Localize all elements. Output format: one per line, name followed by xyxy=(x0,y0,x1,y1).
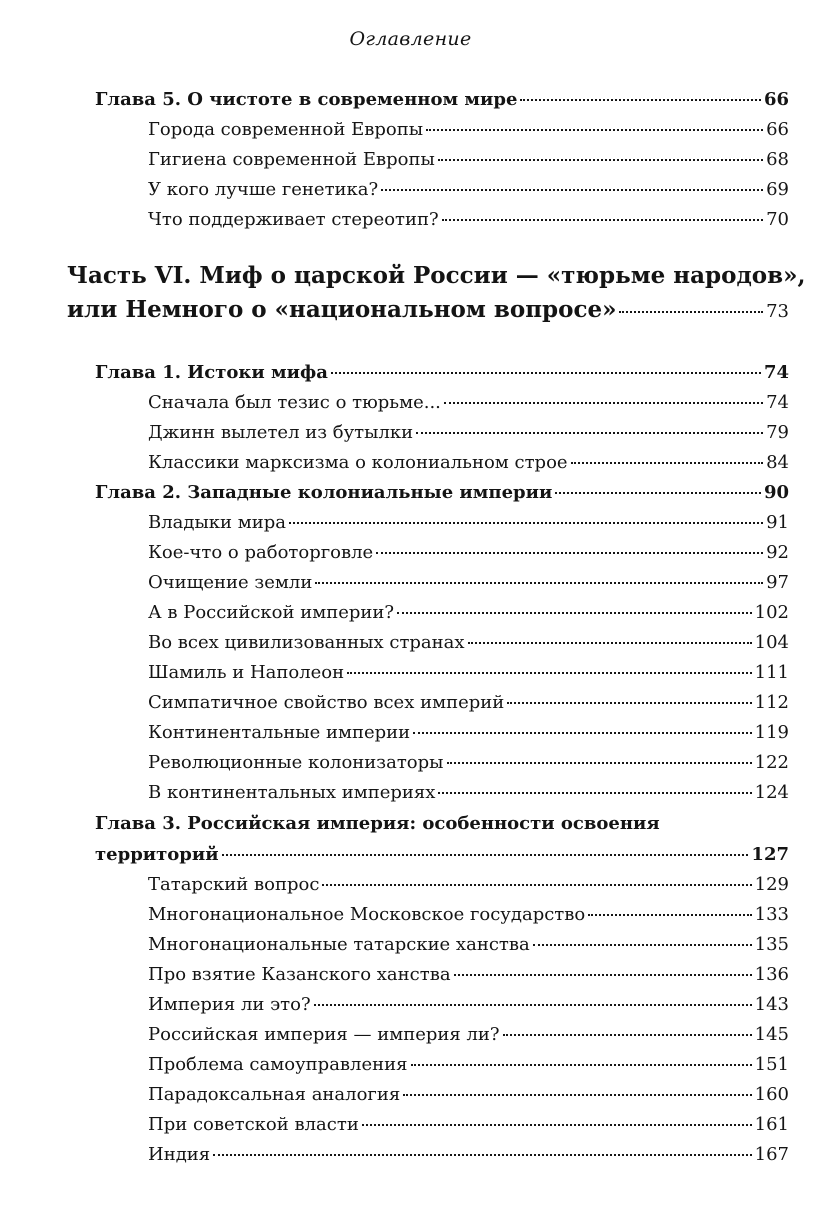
toc-chapter-5[interactable] xyxy=(95,89,789,110)
dot-leader xyxy=(376,552,763,554)
dot-leader xyxy=(438,792,751,794)
dot-leader xyxy=(213,1154,752,1156)
toc-title: А в Российской империи? xyxy=(148,602,395,623)
toc-title: Шамиль и Наполеон xyxy=(148,662,345,683)
toc-title: Российская империя — империя ли? xyxy=(148,1024,500,1045)
toc-chapter-2[interactable] xyxy=(95,482,789,503)
toc-section[interactable] xyxy=(148,692,789,713)
toc-page: 68 xyxy=(766,149,789,170)
toc-page: 133 xyxy=(754,904,789,925)
toc-title: Революционные колонизаторы xyxy=(148,752,444,773)
toc-title: Сначала был тезис о тюрьме... xyxy=(148,392,441,413)
dot-leader xyxy=(222,854,749,856)
toc-section[interactable] xyxy=(148,904,789,925)
toc-page: 119 xyxy=(754,722,789,743)
dot-leader xyxy=(507,702,751,704)
toc-title: Во всех цивилизованных странах xyxy=(148,632,465,653)
toc-section[interactable] xyxy=(148,722,789,743)
toc-title: Симпатичное свойство всех империй xyxy=(148,692,505,713)
toc-page: 90 xyxy=(763,482,789,503)
toc-title: Глава 2. Западные колониальные империи xyxy=(95,482,553,503)
dot-leader xyxy=(347,672,752,674)
toc-page: 97 xyxy=(766,572,789,593)
toc-page: 69 xyxy=(766,179,789,200)
dot-leader xyxy=(503,1034,752,1036)
dot-leader xyxy=(447,762,752,764)
toc-part-title-line1[interactable]: Часть VI. Миф о царской России — «тюрьме народов», xyxy=(67,262,806,289)
toc-section[interactable] xyxy=(148,874,789,895)
toc-page: 74 xyxy=(763,362,789,383)
toc-title: Индия xyxy=(148,1144,211,1165)
toc-page: 91 xyxy=(766,512,789,533)
toc-title: Гигиена современной Европы xyxy=(148,149,435,170)
toc-title: Континентальные империи xyxy=(148,722,411,743)
toc-section[interactable] xyxy=(148,752,789,773)
dot-leader xyxy=(322,884,751,886)
toc-page: 112 xyxy=(754,692,789,713)
toc-title: территорий xyxy=(95,844,219,865)
dot-leader xyxy=(426,129,763,131)
dot-leader xyxy=(314,1004,752,1006)
toc-section[interactable] xyxy=(148,1144,789,1165)
toc-section[interactable] xyxy=(148,994,789,1015)
dot-leader xyxy=(588,914,751,916)
toc-page: 145 xyxy=(754,1024,789,1045)
dot-leader xyxy=(381,189,763,191)
toc-section[interactable] xyxy=(148,782,789,803)
toc-section[interactable] xyxy=(148,542,789,563)
dot-leader xyxy=(533,944,752,946)
toc-title: Татарский вопрос xyxy=(148,874,320,895)
toc-page: 104 xyxy=(754,632,789,653)
toc-page: 79 xyxy=(766,422,789,443)
dot-leader xyxy=(411,1064,752,1066)
toc-title: Классики марксизма о колониальном строе xyxy=(148,452,568,473)
toc-page: 136 xyxy=(754,964,789,985)
toc-section[interactable] xyxy=(148,662,789,683)
toc-page: 66 xyxy=(766,119,789,140)
toc-title: Кое-что о работорговле xyxy=(148,542,374,563)
toc-title: или Немного о «национальном вопросе» xyxy=(67,296,617,323)
toc-title: В континентальных империях xyxy=(148,782,436,803)
toc-page: 167 xyxy=(754,1144,789,1165)
toc-title: Очищение земли xyxy=(148,572,313,593)
dot-leader xyxy=(555,492,761,494)
dot-leader xyxy=(468,642,752,644)
dot-leader xyxy=(571,462,764,464)
dot-leader xyxy=(520,99,761,101)
toc-section[interactable] xyxy=(148,934,789,955)
dot-leader xyxy=(413,732,751,734)
dot-leader xyxy=(416,432,763,434)
toc-page: 84 xyxy=(766,452,789,473)
toc-section[interactable] xyxy=(148,964,789,985)
toc-chapter-3-title-line1[interactable]: Глава 3. Российская империя: особенности освоения xyxy=(95,813,660,834)
toc-title: Многонациональные татарские ханства xyxy=(148,934,530,955)
toc-section[interactable] xyxy=(148,602,789,623)
toc-section[interactable] xyxy=(148,119,789,140)
toc-chapter-1[interactable] xyxy=(95,362,789,383)
toc-chapter-3[interactable] xyxy=(95,844,789,865)
toc-page: 92 xyxy=(766,542,789,563)
dot-leader xyxy=(397,612,752,614)
toc-title: При советской власти xyxy=(148,1114,359,1135)
toc-title: Владыки мира xyxy=(148,512,287,533)
toc-section[interactable] xyxy=(148,512,789,533)
toc-page: 160 xyxy=(754,1084,789,1105)
toc-page: 143 xyxy=(754,994,789,1015)
dot-leader xyxy=(403,1094,751,1096)
toc-page: 74 xyxy=(766,392,789,413)
toc-section[interactable] xyxy=(148,422,789,443)
toc-section[interactable] xyxy=(148,452,789,473)
dot-leader xyxy=(315,582,763,584)
toc-page: 129 xyxy=(754,874,789,895)
toc-page: 111 xyxy=(754,662,789,683)
dot-leader xyxy=(444,402,763,404)
dot-leader xyxy=(619,311,763,313)
toc-page: 102 xyxy=(754,602,789,623)
dot-leader xyxy=(438,159,763,161)
toc-title: Что поддерживает стереотип? xyxy=(148,209,439,230)
toc-page: 66 xyxy=(763,89,789,110)
toc-section[interactable] xyxy=(148,149,789,170)
toc-title: Проблема самоуправления xyxy=(148,1054,408,1075)
toc-title: Глава 5. О чистоте в современном мире xyxy=(95,89,518,110)
toc-title: Империя ли это? xyxy=(148,994,311,1015)
toc-title: Города современной Европы xyxy=(148,119,424,140)
toc-section[interactable] xyxy=(148,179,789,200)
toc-section[interactable] xyxy=(148,392,789,413)
toc-title: У кого лучше генетика? xyxy=(148,179,379,200)
toc-page: 135 xyxy=(754,934,789,955)
toc-page: 127 xyxy=(751,844,789,865)
dot-leader xyxy=(362,1124,752,1126)
toc-section[interactable] xyxy=(148,1024,789,1045)
toc-title: Джинн вылетел из бутылки xyxy=(148,422,414,443)
toc-title: Глава 1. Истоки мифа xyxy=(95,362,328,383)
dot-leader xyxy=(454,974,752,976)
toc-page: 124 xyxy=(754,782,789,803)
toc-section[interactable] xyxy=(148,572,789,593)
toc-title: Парадоксальная аналогия xyxy=(148,1084,401,1105)
toc-section[interactable] xyxy=(148,632,789,653)
running-header: Оглавление xyxy=(349,28,472,50)
toc-page: 73 xyxy=(766,301,789,322)
toc-section[interactable] xyxy=(148,209,789,230)
toc-part-6[interactable] xyxy=(67,296,789,323)
toc-section[interactable] xyxy=(148,1084,789,1105)
toc-page: 70 xyxy=(766,209,789,230)
toc-page: 161 xyxy=(754,1114,789,1135)
toc-page: 122 xyxy=(754,752,789,773)
dot-leader xyxy=(331,372,761,374)
toc-title: Многонациональное Московское государство xyxy=(148,904,586,925)
toc-section[interactable] xyxy=(148,1114,789,1135)
toc-section[interactable] xyxy=(148,1054,789,1075)
toc-title: Про взятие Казанского ханства xyxy=(148,964,451,985)
toc-page: 151 xyxy=(754,1054,789,1075)
dot-leader xyxy=(442,219,763,221)
dot-leader xyxy=(289,522,763,524)
